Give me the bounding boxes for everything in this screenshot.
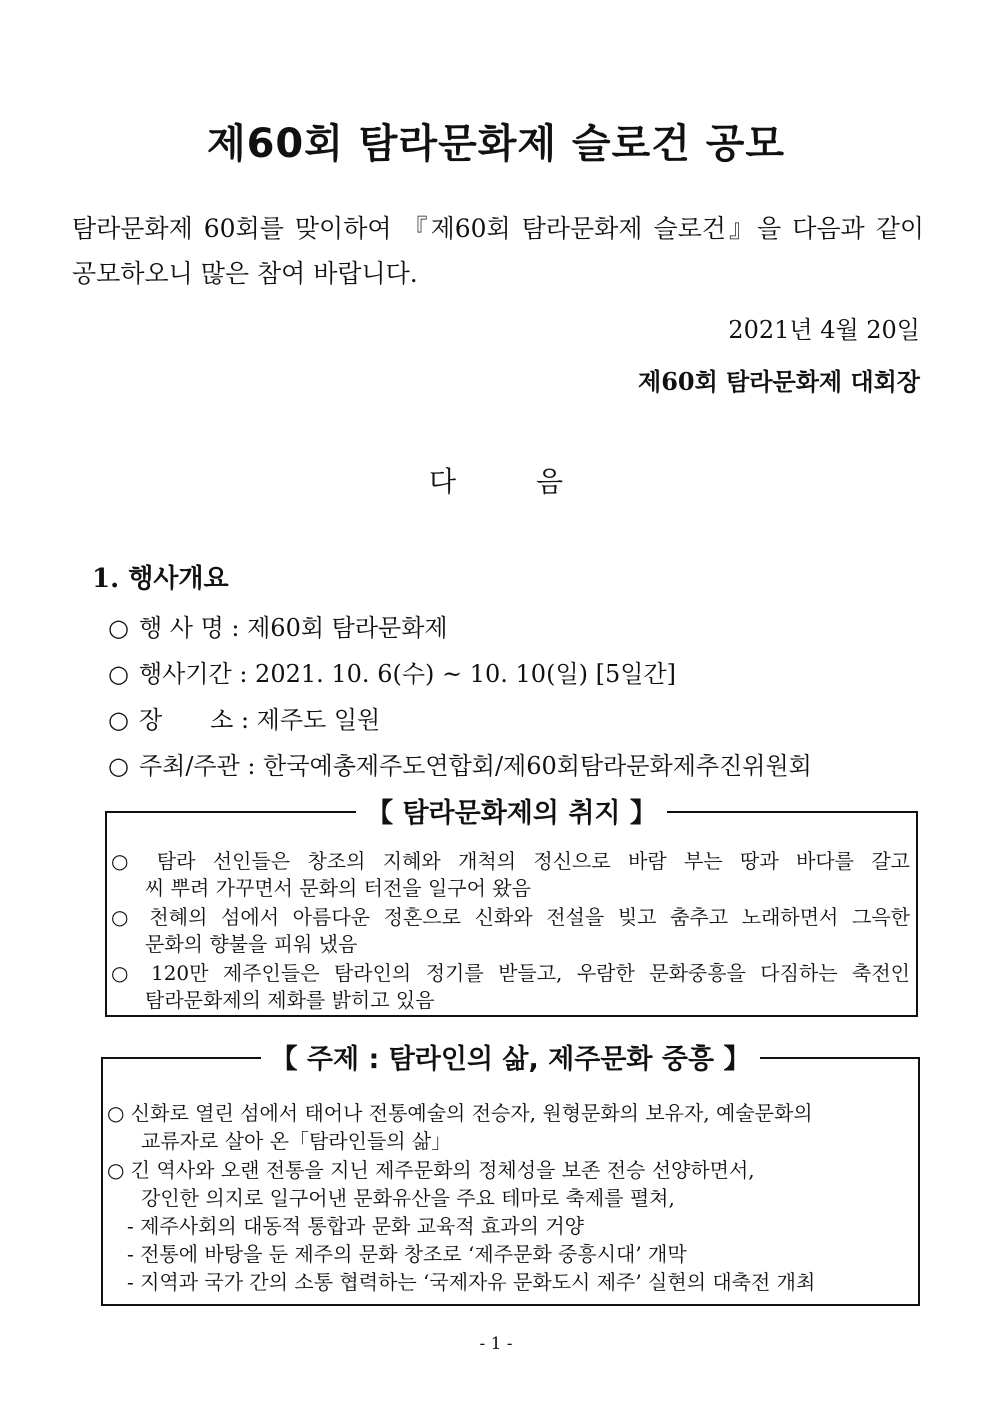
overview-item-host — [108, 746, 812, 781]
overview-item-place — [108, 700, 380, 735]
notice-heading — [0, 460, 992, 500]
theme-line: - 지역과 국가 간의 소통 협력하는 ‘국제자유 문화도시 제주’ 실현의 대축전 개최 — [127, 1270, 816, 1294]
purpose-line: 탐라문화제의 제화를 밝히고 있음 — [145, 988, 435, 1012]
bullet-circle-icon: ○ — [108, 706, 129, 734]
notice-heading-right: 음 — [536, 465, 564, 498]
theme-line: 교류자로 살아 온「탐라인들의 삶」 — [141, 1129, 452, 1153]
theme-line: 강인한 의지로 일구어낸 문화유산을 주요 테마로 축제를 펼쳐, — [141, 1186, 675, 1210]
purpose-line: ○ 탐라 선인들은 창조의 지혜와 개척의 정신으로 바람 부는 땅과 바다를 갈고 — [111, 849, 910, 873]
page-number: - 1 - — [479, 1334, 513, 1354]
bullet-circle-icon: ○ — [108, 752, 129, 780]
organizer-signature: 제60회 탐라문화제 대회장 — [638, 367, 920, 396]
section-title: 1. 행사개요 — [92, 564, 229, 594]
theme-line: ○ 긴 역사와 오랜 전통을 지닌 제주문화의 정체성을 보존 전승 선양하면서, — [107, 1158, 755, 1182]
purpose-box-title: 【 탐라문화제의 취지 】 — [356, 798, 667, 829]
purpose-box — [105, 798, 918, 1017]
theme-line: - 전통에 바탕을 둔 제주의 문화 창조로 ‘제주문화 중흥시대’ 개막 — [127, 1242, 687, 1266]
theme-box-title: 【 주제 : 탐라인의 삶, 제주문화 중흥 】 — [261, 1044, 761, 1075]
item-value: : 2021. 10. 6(수) ~ 10. 10(일) [5일간] — [239, 660, 676, 688]
item-label: 행 사 명 — [138, 614, 224, 642]
purpose-line: ○ 천혜의 섬에서 아름다운 정혼으로 신화와 전설을 빚고 춤추고 노래하면서 그윽한 — [111, 905, 910, 929]
intro-paragraph: 탐라문화제 60회를 맞이하여 『제60회 탐라문화제 슬로건』을 다음과 같이 공모하오니 많은 참여 바랍니다. — [72, 214, 924, 288]
purpose-line: 씨 뿌려 가꾸면서 문화의 터전을 일구어 왔음 — [145, 876, 531, 900]
bullet-circle-icon: ○ — [108, 660, 129, 688]
item-value: : 한국예총제주도연합회/제60회탐라문화제추진위원회 — [247, 752, 812, 780]
theme-box — [101, 1044, 920, 1306]
announcement-date: 2021년 4월 20일 — [728, 316, 920, 344]
item-value: : 제주도 일원 — [240, 706, 381, 734]
item-label: 주최/주관 — [138, 752, 240, 780]
theme-line: - 제주사회의 대동적 통합과 문화 교육적 효과의 거양 — [127, 1214, 584, 1238]
overview-item-name — [108, 608, 448, 643]
bullet-circle-icon: ○ — [108, 614, 129, 642]
theme-line: ○ 신화로 열린 섬에서 태어나 전통예술의 전승자, 원형문화의 보유자, 예술문화의 — [107, 1101, 813, 1125]
purpose-line: 문화의 향불을 피워 냈음 — [145, 932, 358, 956]
purpose-line: ○ 120만 제주인들은 탐라인의 정기를 받들고, 우람한 문화중흥을 다짐하는 축전인 — [111, 961, 910, 985]
item-value: : 제60회 탐라문화제 — [231, 614, 448, 642]
item-label: 장 소 — [138, 706, 234, 734]
item-label: 행사기간 — [138, 660, 232, 688]
overview-item-period — [108, 654, 676, 689]
notice-heading-left: 다 — [428, 465, 456, 498]
page-title: 제60회 탐라문화제 슬로건 공모 — [206, 121, 786, 167]
